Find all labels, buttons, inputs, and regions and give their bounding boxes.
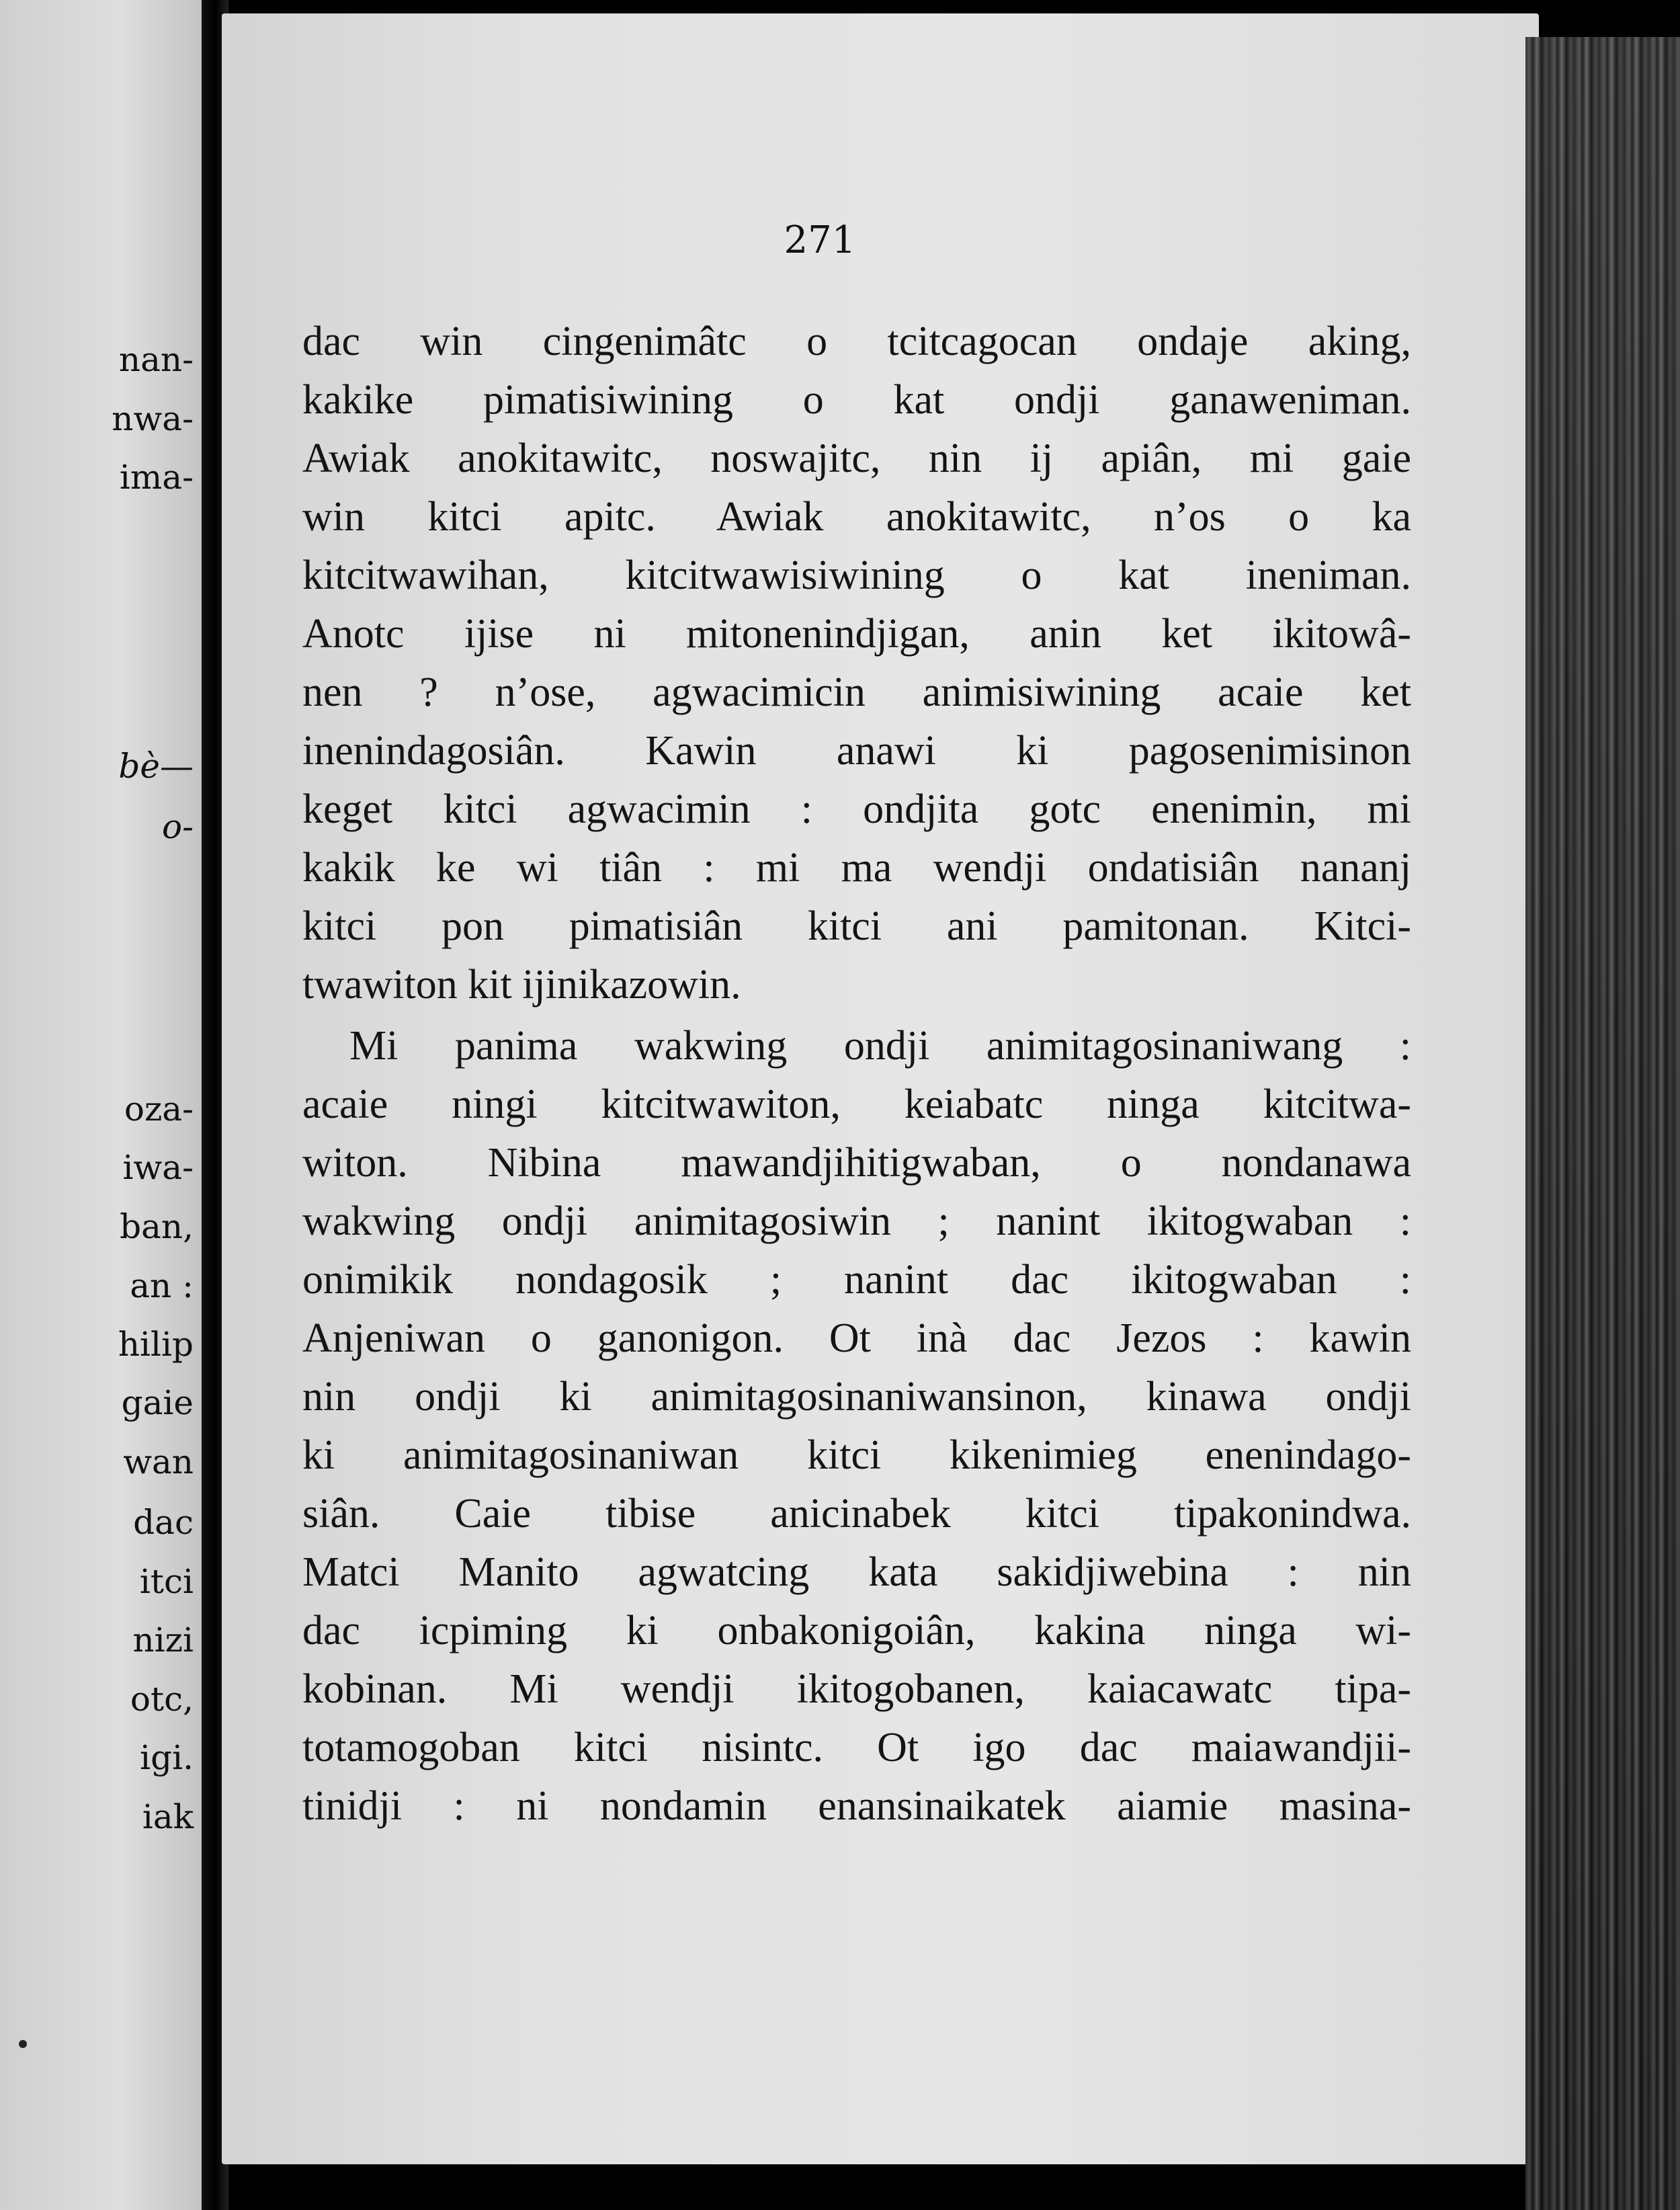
main-page <box>222 13 1539 2164</box>
left-page-fragment: ban, <box>120 1207 194 1246</box>
text-line: dac win cingenimâtc o tcitcagocan ondaje aking, <box>302 319 1411 364</box>
text-line: win kitci apitc. Awiak anokitawitc, n’os o ka <box>302 494 1411 540</box>
text-line: Anjeniwan o ganonigon. Ot inà dac Jezos : kawin <box>302 1315 1411 1361</box>
text-line: kakik ke wi tiân : mi ma wendji ondatisiân nananj <box>302 845 1411 891</box>
text-line: onimikik nondagosik ; nanint dac ikitogwaban : <box>302 1257 1411 1303</box>
text-line: nin ondji ki animitagosinaniwansinon, kinawa ondji <box>302 1374 1411 1420</box>
text-line: dac icpiming ki onbakonigoiân, kakina ninga wi- <box>302 1608 1411 1653</box>
text-line: kitci pon pimatisiân kitci ani pamitonan. Kitci- <box>302 903 1411 949</box>
left-page-fragment: an : <box>130 1266 194 1305</box>
left-page-text-fragments <box>0 0 202 2210</box>
text-line: ki animitagosinaniwan kitci kikenimieg enenindago- <box>302 1432 1411 1478</box>
left-page-fragment: iwa- <box>122 1148 194 1187</box>
text-line: Matci Manito agwatcing kata sakidjiwebina : nin <box>302 1549 1411 1595</box>
text-line: wakwing ondji animitagosiwin ; nanint ikitogwaban : <box>302 1198 1411 1244</box>
text-line: twawiton kit ijinikazowin. <box>302 962 741 1008</box>
text-line: witon. Nibina mawandjihitigwaban, o nondanawa <box>302 1140 1411 1186</box>
text-line: kobinan. Mi wendji ikitogobanen, kaiacawatc tipa- <box>302 1666 1411 1712</box>
left-facing-page <box>0 0 202 2210</box>
text-line: siân. Caie tibise anicinabek kitci tipakonindwa. <box>302 1491 1411 1537</box>
text-line: kakike pimatisiwining o kat ondji ganaweniman. <box>302 377 1411 423</box>
left-page-fragment: igi. <box>140 1738 194 1777</box>
left-page-fragment: otc, <box>130 1680 194 1719</box>
left-page-fragment: nizi <box>132 1621 194 1660</box>
dust-speck <box>19 2040 27 2048</box>
page-number: 271 <box>784 218 856 262</box>
left-page-fragment: itci <box>139 1562 194 1601</box>
left-page-fragment: iak <box>142 1797 194 1836</box>
left-page-fragment: nwa- <box>112 399 194 438</box>
left-page-fragment: gaie <box>121 1383 194 1422</box>
text-line: Awiak anokitawitc, noswajitc, nin ij apiân, mi gaie <box>302 436 1411 481</box>
left-page-fragment: o- <box>162 807 194 846</box>
text-line: inenindagosiân. Kawin anawi ki pagosenimisinon <box>302 728 1411 774</box>
left-page-fragment: nan- <box>118 340 194 379</box>
text-line: Mi panima wakwing ondji animitagosinaniwang : <box>349 1023 1411 1069</box>
text-line: acaie ningi kitcitwawiton, keiabatc ninga kitcitwa- <box>302 1081 1411 1127</box>
text-line: Anotc ijise ni mitonenindjigan, anin ket ikitowâ- <box>302 611 1411 657</box>
left-page-fragment: dac <box>133 1503 194 1542</box>
text-line: nen ? n’ose, agwacimicin animisiwining acaie ket <box>302 669 1411 715</box>
text-line: kitcitwawihan, kitcitwawisiwining o kat ineniman. <box>302 552 1411 598</box>
body-text <box>302 313 1411 1836</box>
left-page-fragment: oza- <box>124 1090 194 1129</box>
text-line: totamogoban kitci nisintc. Ot igo dac maiawandjii- <box>302 1725 1411 1770</box>
page-edges <box>1525 37 1680 2210</box>
left-page-fragment: bè— <box>118 747 194 786</box>
left-page-fragment: hilip <box>118 1325 194 1364</box>
left-page-fragment: ima- <box>119 458 194 497</box>
text-line: keget kitci agwacimin : ondjita gotc enenimin, mi <box>302 786 1411 832</box>
text-line: tinidji : ni nondamin enansinaikatek aiamie masina- <box>302 1783 1411 1829</box>
left-page-fragment: wan <box>123 1442 194 1481</box>
